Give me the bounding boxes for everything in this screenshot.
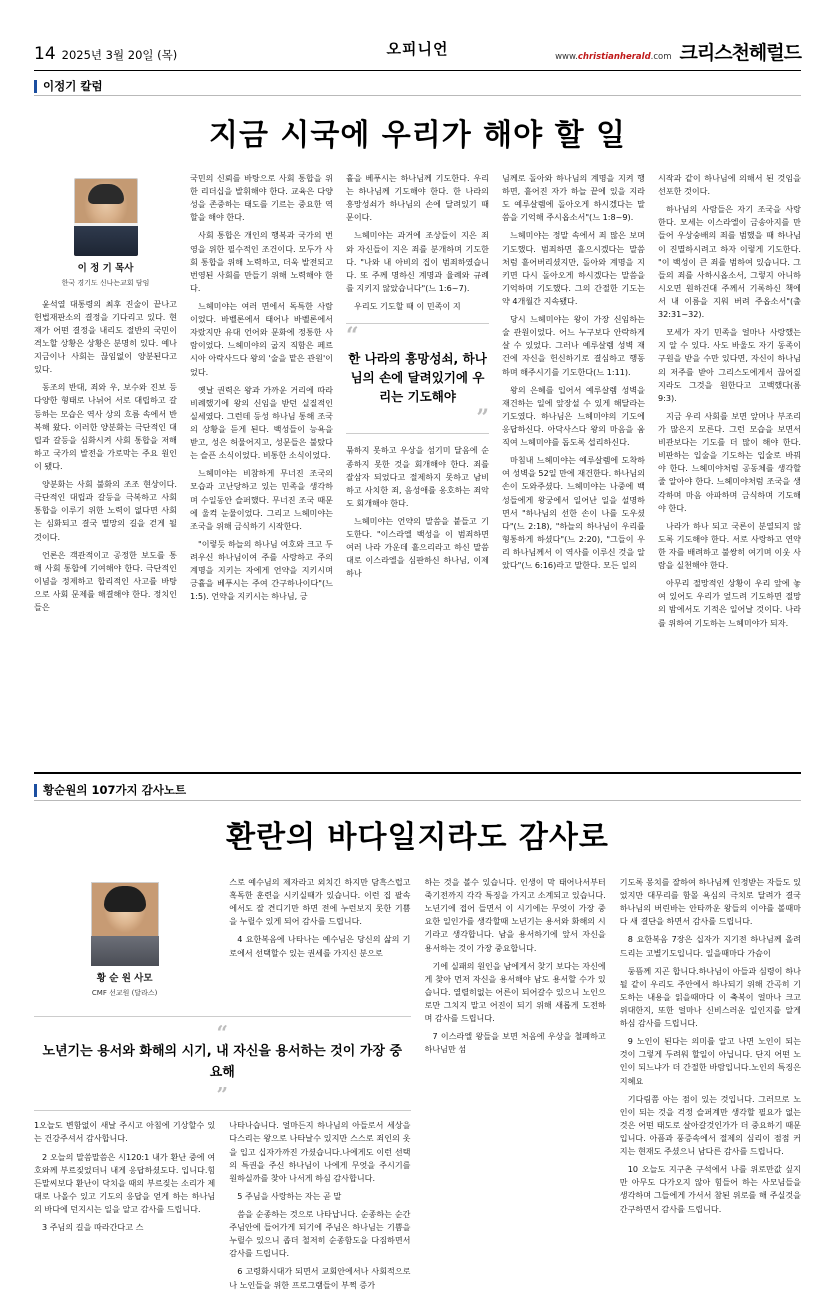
paragraph: 모세가 자기 민족을 얼마나 사랑했는지 알 수 있다. 사도 바울도 자기 동족이 구원을 받을 수만 있다면, 자신이 하나님의 저주를 받아 그리스도에게서 끊어질지라도 그것을 원한다고 고백했다(롬 9:3). bbox=[658, 327, 801, 403]
issue-date: 2025년 3월 20일 (목) bbox=[61, 48, 178, 62]
paragraph: 4 요한복음에 나타나는 예수님은 당신의 삶의 기로에서 선택할수 있는 권세를 가지신 분으로 bbox=[229, 934, 411, 958]
masthead-divider bbox=[34, 70, 801, 71]
masthead bbox=[34, 38, 801, 68]
article-1-column-4 bbox=[502, 172, 645, 764]
author-1-block bbox=[34, 178, 177, 290]
column-tag-2-label: 황순원의 107가지 감사노트 bbox=[43, 783, 187, 797]
paragraph: 기다림쯤 아는 점이 있는 것입니다. 그러므로 노인이 되는 것을 걱정 슬퍼계만 생각할 필요가 없는 것은 어떤 태도로 살아갈것인가가 더 중요하기 때문입니다. 아픔과 풍증속에서 절제의 심리이 점점 커지는 현재도 주셨으니 남다른 감사를 드립니다. bbox=[619, 1093, 801, 1157]
article-1-pullquote-text: 한 나라의 흥망성쇠, 하나님의 손에 달려있기에 우리는 기도해야 bbox=[348, 350, 487, 405]
paragraph: 느헤미야는 과거에 조상들이 지은 죄와 자신들이 지은 죄를 분개하며 기도한다. "나와 내 아비의 집이 범죄하였습니다. 또 주께 명하신 계명과 율례와 규례를 지키지 않았습니다"(느 1:6~7). bbox=[346, 230, 489, 293]
paragraph: 우리도 기도할 때 이 민족이 지 bbox=[354, 300, 461, 311]
column-tag-2 bbox=[34, 782, 186, 798]
website-url: www.christianherald.com bbox=[555, 52, 672, 62]
paragraph: 하는 것을 볼수 있습니다. 인생이 막 태어나서부터 죽기전까지 각각 특징을 가지고 소계되고 있습니다. 노년기에 접어 들면서 이 시기에는 무엇이 가장 중요한 일인가를 생각할때 노년기는 용서와 화해의 시기라고 생각합니다. 남을 용서하기에 앞서 자신을 용서하는 것이 가장 중요합니다. bbox=[424, 877, 606, 953]
page-number: 14 bbox=[34, 44, 56, 64]
paragraph: 둥뜸께 지곤 합니다.하나님이 아들과 심령이 하나될 같이 우리도 주안에서 하나되기 위해 간곡히 기도하는 내용을 읽을때마다 이 축복이 얼마나 크고 위대한지, 또한 얼마나 신비스러운 일인지를 알게 하심 감사를 드립니다. bbox=[619, 965, 801, 1029]
article-2-column-3 bbox=[425, 876, 606, 1297]
article-1-pullquote bbox=[346, 323, 489, 434]
paragraph: 하나님의 사람들은 자기 조국을 사랑한다. 모세는 이스라엘이 금송아지를 만들어 우상숭배의 죄를 범했을 때 하나님이 진멸하시려고 하자 이렇게 기도한다. "이 백성이 큰 죄를 범하여 있습니다. 그들의 죄를 사하시옵소서, 그렇지 아니하시오면 원하건대 주께서 기록하신 책에서 내 이름을 지워 버려 주옵소서"(출 32:31~32). bbox=[658, 204, 801, 320]
article-2-column-2-top bbox=[229, 876, 410, 1008]
paragraph: 국민의 신뢰를 바탕으로 사회 통합을 위한 리더십을 발휘해야 한다. 교육은 다양성을 존중하는 태도를 기르는 중요한 역할을 해야 한다. bbox=[190, 173, 333, 223]
paragraph: 님께로 돌아와 하나님의 계명을 지켜 행하면, 흩어진 자가 하늘 끝에 있을 지라도 예루살렘에 돌아오게 하시겠다는 말씀을 기억해 주시옵소서"(느 1:8~9). bbox=[502, 173, 645, 223]
author-1-photo bbox=[74, 178, 138, 256]
paragraph: 묶하지 못하고 우상을 섬기미 달음에 순종하지 못한 것을 회개해야 한다. 죄를 잘삼자 되었다고 절제하지 못하고 남비하고 사치한 죄, 음성애를 옹호하는 죄악도 회개해야 한다. bbox=[346, 445, 489, 508]
quote-open-icon: “ bbox=[216, 1020, 228, 1045]
paragraph: 1오늘도 변함없이 새날 주시고 아침에 기상할수 있는 건강주셔서 감사합니다. bbox=[34, 1120, 216, 1144]
article-2-column-4 bbox=[620, 876, 801, 1297]
paragraph: 마침내 느헤미야는 예루살렘에 도착하여 성벽을 52일 만에 재건한다. 하나님의 손이 도와주셨다. 느헤미야는 나중에 백성들에게 왕궁에서 일어난 일을 설명하면서 "하나님의 선한 손이 나를 도우셨다"(느 2:18), "하늘의 하나님이 우리를 형통하게 하셨다"(느 2:20), "그들이 우리 하나님께서 이 역사를 이루신 것을 알았다"(느 6:16)라고 말한다. 모든 일의 bbox=[502, 455, 645, 571]
author-1-name: 이 정 기 목사 bbox=[77, 263, 134, 274]
article-1-headline: 지금 시국에 우리가 해야 할 일 bbox=[209, 118, 626, 153]
paragraph: 2 오늘의 말씀말씀은 시120:1 내가 환난 중에 여호와께 부르짖었더니 내게 응답하셨도다. 입니다.힘든말씨보다 환난이 닥치을 때의 부르짖는 소리가 제대로 나올수 있고 기도의 응답을 얻게 하는 하나님의 바다에 던지시는 일을 알고 감사를 드립니다. bbox=[34, 1151, 216, 1214]
article-1-body bbox=[34, 172, 801, 764]
quote-close-icon: ” bbox=[476, 404, 489, 431]
paragraph: 기에 실패의 원인을 남에게서 찾기 보다는 자신에게 찾아 먼저 자신을 용서해야 남도 용서할 수가 있습니다. 열렬히없는 어른이 되어갈수 있으니 노인으로만 그치지 말고 어진이 되기 위해 새롭게 도전하며 감사를 드립니다. bbox=[424, 960, 606, 1024]
article-2-column-1-bottom bbox=[34, 1119, 215, 1296]
paragraph: 5 주님을 사랑하는 자는 곧 말 bbox=[237, 1190, 342, 1201]
paragraph: 느헤미야는 언약의 말씀을 붙들고 기도한다. "이스라엘 백성을 이 범죄하면 여러 나라 가운데 흩으리라고 하신 말씀대로 이스라엘을 심판하신 하나님, 이제 하나 bbox=[346, 515, 489, 579]
paragraph: 3 주님의 길을 따라간다고 스 bbox=[42, 1222, 144, 1233]
article-1-column-5 bbox=[658, 172, 801, 764]
paragraph: 윤석열 대통령의 최후 진술이 끝나고 헌법재판소의 결정을 기다리고 있다. 현재가 어떤 결정을 내리도 절반의 국민이 격노할 상황은 상황은 분명히 있다. 예나 지금이나 사회는 끊임없이 양분된다고 있다. bbox=[34, 298, 177, 375]
column-tag-1-label: 이정기 칼럼 bbox=[43, 79, 103, 93]
paragraph: 사회 통합은 개인의 행복과 국가의 번영을 위한 필수적인 조건이다. 모두가 사회 통합을 위해 노력하고, 더욱 발전되고 번영된 사회를 만들기 위해 노력해야 한다. bbox=[190, 230, 333, 293]
paragraph: 지금 우리 사회를 보면 앞머나 부조리가 많은지 모른다. 그런 모습을 보면서 비관보다는 기도를 더 많이 해야 한다. 비판하는 입술을 기도하는 입술로 바꿔야 한다. 느헤미야처럼 공동체를 생각할 줄 알아야 한다. 느헤미야처럼 조국을 생각하며 마음 아파하며 금식하며 기도해야 한다. bbox=[658, 410, 801, 513]
tag-1-divider bbox=[34, 95, 801, 96]
article-1-column-2 bbox=[190, 172, 333, 764]
paragraph: 9 노인이 된다는 의미를 알고 나면 노인이 되는 것이 그렇게 두려워 할일이 아닙니다. 단지 어떤 노인이 되느냐가 더 간절한 바람입니다.노인의 특징은 지혜요 bbox=[619, 1036, 801, 1086]
paragraph: 시작과 같이 하나님에 의해서 된 것임을 선포한 것이다. bbox=[658, 173, 801, 197]
paragraph: 옛날 권력은 왕과 가까운 거리에 따라 비례했기에 왕의 신임을 받던 실질적인 실세였다. 그런데 등성 하나님 통해 조국의 상황을 듣게 된다. 백성들이 능욕을 받고, 성은 허물어지고, 성문들은 불탔다는 슬픈 소식이었다. 비통한 소식이었다. bbox=[190, 384, 333, 461]
article-2-headline: 환란의 바다일지라도 감사로 bbox=[226, 820, 609, 855]
paragraph: 휼을 베푸시는 하나님께 기도한다. 우리는 하나님께 기도해야 한다. 한 나라의 흥망성쇠가 하나님의 손에 달려있기 때문이다. bbox=[346, 173, 489, 223]
paragraph: 느헤미야는 비참하게 무너진 조국의 모습과 고난당하고 있는 민족을 생각하며 수일동안 슬퍼했다. 무너진 조국 때문에 울컥 눈물이었다. 그리고 느헤미야는 조국을 위해 금식하기 시작한다. bbox=[190, 468, 333, 531]
paragraph: 7 이스라엘 왕들을 보면 처음에 우상을 철폐하고 하나님만 섬 bbox=[424, 1031, 606, 1055]
paragraph: 기도록 몽치를 잘하여 하나님께 인정받는 자들도 있었지만 대무리를 함몰 욕심의 극치로 달려가 결국 하나님의 버린바는 안타까운 왕들의 이야를 볼때마다 새 결단을 하면서 감사를 드립니다. bbox=[619, 877, 801, 927]
article-2-body bbox=[34, 876, 801, 1290]
newspaper-brand: 크리스천헤럴드 bbox=[679, 42, 801, 64]
column-tag-1 bbox=[34, 78, 103, 94]
article-1-column-1 bbox=[34, 172, 177, 764]
quote-close-icon: ” bbox=[216, 1082, 228, 1107]
article-2-pullquote bbox=[34, 1016, 411, 1112]
paragraph: 6 고령화시대가 되면서 교회안에서나 사회적으로나 노인들을 위한 프로그램들이 부쩍 증가 bbox=[229, 1266, 411, 1290]
paragraph: 아무리 절망적인 상황이 우리 앞에 놓여 있어도 우리가 엎드려 기도하면 절망의 밤에서도 기적은 일어날 것이다. 나라를 위하여 기도하는 느헤미야가 되자. bbox=[658, 578, 801, 628]
author-2-name: 황 순 원 사모 bbox=[96, 973, 153, 984]
paragraph: 양분화는 사회 불화의 조조 현상이다. 극단적인 대립과 갈등을 극복하고 사회 통합을 이루기 위한 노력이 없다면 사회는 심화되고 결국 멸망의 길을 걷게 될 것이다. bbox=[34, 479, 177, 542]
paragraph: 10 오늘도 지구촌 구석에서 나를 위로만값 싶지만 아무도 다가오지 않아 힘들어 하는 사모님들을 생각하며 그들에게 가서서 참된 위로를 해 주실것을 간구하면서 감사를 드립니다. bbox=[619, 1164, 801, 1214]
paragraph: 스로 예수님의 제자라고 외치긴 하지만 담흑스럽고 혹독한 훈련을 시키실때가 있습니다. 이런 집 팔속에서도 잘 견디기만 하면 전에 누런보지 못한 기쁨을 누릴수 있게 되어 감사를 드립니다. bbox=[229, 877, 411, 927]
article-1-column-3 bbox=[346, 172, 489, 764]
quote-open-icon: “ bbox=[346, 323, 359, 350]
tag-2-divider bbox=[34, 800, 801, 801]
article-2-pullquote-text: 노년기는 용서와 화해의 시기, 내 자신을 용서하는 것이 가장 중요해 bbox=[42, 1044, 403, 1080]
article-2-column-1-top bbox=[34, 876, 215, 1008]
author-2-photo bbox=[91, 882, 159, 966]
paragraph: "이렇듯 하늘의 하나님 여호와 크고 두려우신 하나님이여 주를 사랑하고 주의 계명을 지키는 자에게 언약을 지키시며 긍휼을 베푸시는 주여 간구하나이다"(느 1:5). 언약을 지키시는 하나님, 긍 bbox=[190, 538, 333, 602]
tag-accent-bar bbox=[34, 784, 37, 797]
section-title: 오피니언 bbox=[386, 40, 449, 58]
masthead-right bbox=[555, 38, 801, 65]
author-1-role: 한국 경기도 신나는교회 담임 bbox=[61, 279, 150, 288]
paragraph: 나타나습니다. 얼마든지 하나님의 아들로서 세상을 다스리는 왕으로 나타날수 있지만 스스로 죄인의 옷을 입고 십자가까진 가셨습니다.나에게도 이런 선택의 특권을 주신 하나님이 나에게 무엇을 주시기를 원하실까를 찾아 나서게 하심 감사합니다. bbox=[229, 1120, 411, 1183]
paragraph: 느헤미야는 정말 속에서 죄 많은 보며 기도했다. 범죄하면 흩으시겠다는 말씀처럼 흩어버리셨지만, 돌아와 계명을 지키면 다시 돌아오게 하시겠다는 말씀을 기억하며 기도했다. 그의 간절한 기도는 약 4개월간 지속됐다. bbox=[502, 230, 645, 306]
article-2-left-bottom bbox=[34, 1119, 411, 1296]
paragraph: 8 요한복음 7장은 십자가 지기전 하나님께 올려드리는 고별기도입니다. 일을때마다 가슴이 bbox=[619, 934, 801, 958]
paragraph: 왕의 은혜를 입어서 예루살렘 성벽을 재건하는 일에 앞장설 수 있게 해달라는 기도였다. 하나님은 느헤미야의 기도에 응답하신다. 아닥사스다 왕의 마음을 움직여 느헤미야를 돕도록 섭리하신다. bbox=[502, 384, 645, 448]
paragraph: 느헤미야는 여러 면에서 독특한 사람이었다. 바벨론에서 태어나 바벨론에서 자랐지만 유대 언어와 문화에 정통한 사람이었다. 느헤미야의 굽지 직함은 페르시아 아락사드다 왕의 '술을 맡은 관원'이었다. bbox=[190, 300, 333, 377]
article-2-left-top bbox=[34, 876, 411, 1008]
paragraph: 당시 느헤미야는 왕이 가장 신임하는 술 관원이었다. 어느 누구보다 안락하게 살 수 있었다. 그러나 예루살렘 성벽 재건에 자신을 헌신하기로 결심하고 행동하며 해주시기를 기도한다(느 1:11). bbox=[502, 314, 645, 377]
masthead-left bbox=[34, 44, 177, 64]
paragraph: 씀을 순종하는 것으로 나타납니다. 순종하는 순간 주님안에 들어가게 되기에 주님은 하나님는 기쁨을 누릴수 있으니 좁더 철저히 순종함도을 다짐하면서 감사를 드립니다. bbox=[229, 1208, 411, 1259]
author-2-role: CMF 선교원 (달라스) bbox=[91, 989, 158, 998]
paragraph: 언론은 객관적이고 공정한 보도를 통해 사회 통합에 기여해야 한다. 극단적인 이념을 정제하고 합리적인 사고를 바탕으로 사회 문제를 해결해야 한다. 정치인들은 bbox=[34, 549, 177, 613]
paragraph: 동조의 반대, 죄와 우, 보수와 진보 등 다양한 형태로 나뉘어 서로 대립하고 갈등하는 모습은 역사 상의 흐름 속에서 반복해 왔다. 이러한 양분화는 극단적인 대립과 갈등을 심화시켜 사회 통합을 저해하고 국가의 발전을 가로막는 주요 원인이 됐다. bbox=[34, 382, 177, 472]
article-2-column-2-bottom bbox=[229, 1119, 410, 1296]
paragraph: 나라가 하나 되고 국론이 분열되지 않도록 기도해야 한다. 서로 사랑하고 연약한 자를 배려하고 불쌍히 여기며 이웃 사람을 실천해야 한다. bbox=[658, 520, 801, 571]
author-2-block bbox=[34, 882, 215, 1000]
tag-accent-bar bbox=[34, 80, 37, 93]
article-divider bbox=[34, 772, 801, 774]
